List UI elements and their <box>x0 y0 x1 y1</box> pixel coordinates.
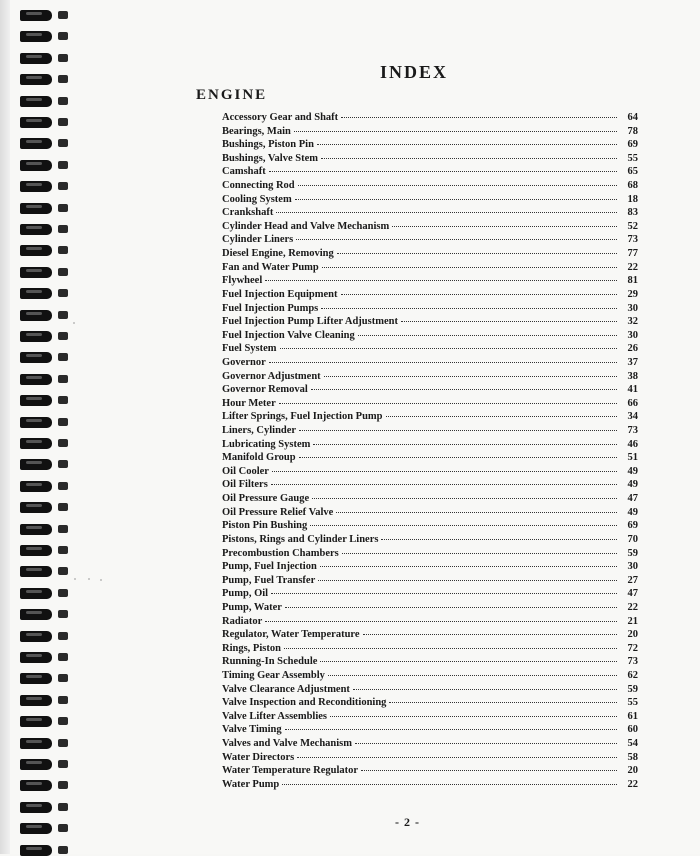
dot-leader <box>324 367 617 377</box>
binding-ring <box>6 181 68 192</box>
index-entry-label: Bearings, Main <box>222 125 291 137</box>
index-entry-page: 30 <box>627 329 638 341</box>
index-entry-page: 73 <box>627 425 638 437</box>
dot-leader <box>336 503 617 513</box>
paper-speck <box>73 322 75 324</box>
index-entry[interactable] <box>222 777 638 791</box>
index-entry-page: 55 <box>627 697 638 709</box>
index-entry-label: Oil Filters <box>222 479 268 491</box>
index-entry-label: Valve Lifter Assemblies <box>222 710 327 722</box>
index-entry-page: 62 <box>627 669 638 681</box>
dot-leader <box>317 135 617 145</box>
binding-ring <box>6 310 68 321</box>
index-entry-label: Flywheel <box>222 275 263 287</box>
dot-leader <box>265 271 617 281</box>
binding-ring <box>6 74 68 85</box>
index-entry-page: 72 <box>627 642 638 654</box>
index-entry-label: Fuel Injection Equipment <box>222 288 338 300</box>
binding-ring <box>6 352 68 363</box>
index-entry-page: 34 <box>627 411 638 423</box>
binding-ring <box>6 695 68 706</box>
dot-leader <box>269 162 617 172</box>
index-entry-label: Pump, Oil <box>222 588 269 600</box>
dot-leader <box>280 339 617 349</box>
index-entry-label: Water Directors <box>222 751 295 763</box>
index-entry-label: Liners, Cylinder <box>222 425 297 437</box>
index-entry-page: 68 <box>627 180 638 192</box>
index-entry-page: 51 <box>627 452 638 464</box>
dot-leader <box>363 625 617 635</box>
page-number: - 2 - <box>395 815 420 829</box>
binding-ring <box>6 524 68 535</box>
index-entry-label: Regulator, Water Temperature <box>222 629 360 641</box>
index-entry-label: Pistons, Rings and Cylinder Liners <box>222 533 379 545</box>
index-entry-page: 41 <box>627 384 638 396</box>
binding-ring <box>6 609 68 620</box>
binding-ring <box>6 716 68 727</box>
index-entry-page: 18 <box>627 193 638 205</box>
dot-leader <box>341 285 617 295</box>
index-entry-label: Diesel Engine, Removing <box>222 248 334 260</box>
index-entry-label: Fuel Injection Valve Cleaning <box>222 329 355 341</box>
binding-ring <box>6 545 68 556</box>
dot-leader <box>272 462 617 472</box>
index-entry-page: 83 <box>627 207 638 219</box>
binding-ring <box>6 10 68 21</box>
dot-leader <box>322 258 617 268</box>
index-entry-page: 20 <box>627 765 638 777</box>
index-entry-page: 55 <box>627 152 638 164</box>
dot-leader <box>269 353 617 363</box>
dot-leader <box>361 761 617 771</box>
binding-ring <box>6 631 68 642</box>
index-list <box>222 110 638 790</box>
binding-ring <box>6 138 68 149</box>
dot-leader <box>298 176 617 186</box>
binding-ring <box>6 31 68 42</box>
index-entry-page: 49 <box>627 506 638 518</box>
binding-ring <box>6 673 68 684</box>
dot-leader <box>285 720 617 730</box>
index-entry-label: Valve Timing <box>222 724 282 736</box>
index-entry-label: Timing Gear Assembly <box>222 669 325 681</box>
binding-ring <box>6 652 68 663</box>
dot-leader <box>353 680 617 690</box>
binding-ring <box>6 288 68 299</box>
dot-leader <box>320 652 617 662</box>
index-entry-page: 30 <box>627 561 638 573</box>
index-entry-label: Valve Clearance Adjustment <box>222 683 350 695</box>
index-entry-label: Rings, Piston <box>222 642 281 654</box>
index-entry-label: Manifold Group <box>222 452 296 464</box>
index-entry-page: 77 <box>627 248 638 260</box>
binding-ring <box>6 395 68 406</box>
dot-leader <box>337 244 617 254</box>
index-entry-label: Camshaft <box>222 166 266 178</box>
dot-leader <box>284 639 617 649</box>
binding-ring <box>6 117 68 128</box>
index-entry-page: 21 <box>627 615 638 627</box>
index-entry-label: Oil Pressure Relief Valve <box>222 506 334 518</box>
dot-leader <box>389 693 617 703</box>
binding-ring <box>6 502 68 513</box>
dot-leader <box>328 666 617 676</box>
dot-leader <box>310 516 617 526</box>
binding-ring <box>6 802 68 813</box>
index-entry-label: Valve Inspection and Reconditioning <box>222 697 387 709</box>
dot-leader <box>355 734 617 744</box>
index-entry-label: Fuel Injection Pump Lifter Adjustment <box>222 316 398 328</box>
dot-leader <box>295 190 617 200</box>
binding-ring <box>6 53 68 64</box>
index-entry-page: 64 <box>627 112 638 123</box>
binding-ring <box>6 417 68 428</box>
index-entry-page: 49 <box>627 465 638 477</box>
paper-speck <box>100 579 102 581</box>
index-entry-label: Oil Pressure Gauge <box>222 493 310 505</box>
binding-ring <box>6 459 68 470</box>
binding-ring <box>6 331 68 342</box>
dot-leader <box>271 475 617 485</box>
index-entry-page: 46 <box>627 438 638 450</box>
dot-leader <box>282 775 617 785</box>
index-entry-page: 22 <box>627 778 638 790</box>
index-entry-page: 26 <box>627 343 638 355</box>
index-entry-page: 73 <box>627 234 638 246</box>
index-entry-page: 47 <box>627 493 638 505</box>
binding-ring <box>6 566 68 577</box>
index-entry-page: 38 <box>627 370 638 382</box>
index-entry-page: 22 <box>627 261 638 273</box>
index-entry-label: Piston Pin Bushing <box>222 520 308 532</box>
index-entry-label: Cooling System <box>222 193 292 205</box>
binding-ring <box>6 245 68 256</box>
index-entry-label: Fuel Injection Pumps <box>222 302 319 314</box>
dot-leader <box>392 217 617 227</box>
index-entry-page: 65 <box>627 166 638 178</box>
index-entry-page: 59 <box>627 683 638 695</box>
index-entry-page: 81 <box>627 275 638 287</box>
index-entry-page: 52 <box>627 220 638 232</box>
dot-leader <box>321 149 617 159</box>
binding-ring <box>6 588 68 599</box>
binding-ring <box>6 374 68 385</box>
index-entry-label: Hour Meter <box>222 397 276 409</box>
index-entry-label: Governor <box>222 356 266 368</box>
binding-ring <box>6 738 68 749</box>
index-entry-page: 20 <box>627 629 638 641</box>
dot-leader <box>330 707 617 717</box>
page-title: INDEX <box>380 62 449 82</box>
binding-ring <box>6 96 68 107</box>
index-entry-page: 30 <box>627 302 638 314</box>
binding-ring <box>6 160 68 171</box>
index-entry-label: Pump, Fuel Transfer <box>222 574 316 586</box>
index-entry-label: Radiator <box>222 615 263 627</box>
dot-leader <box>320 557 617 567</box>
index-entry-page: 73 <box>627 656 638 668</box>
dot-leader <box>321 299 617 309</box>
section-heading: ENGINE <box>196 87 268 103</box>
index-entry-page: 61 <box>627 710 638 722</box>
index-entry-label: Accessory Gear and Shaft <box>222 112 339 123</box>
spiral-binding <box>0 0 78 854</box>
index-entry-label: Cylinder Head and Valve Mechanism <box>222 220 390 232</box>
index-entry-label: Pump, Fuel Injection <box>222 561 317 573</box>
index-entry-page: 69 <box>627 520 638 532</box>
paper-speck <box>74 578 76 580</box>
dot-leader <box>271 584 617 594</box>
index-entry-label: Fan and Water Pump <box>222 261 319 273</box>
index-entry-label: Governor Adjustment <box>222 370 321 382</box>
dot-leader <box>294 122 617 132</box>
dot-leader <box>381 530 617 540</box>
index-entry-label: Running-In Schedule <box>222 656 318 668</box>
dot-leader <box>265 612 617 622</box>
index-entry-page: 58 <box>627 751 638 763</box>
index-entry-page: 47 <box>627 588 638 600</box>
index-entry-label: Lifter Springs, Fuel Injection Pump <box>222 411 383 423</box>
dot-leader <box>299 448 617 458</box>
index-entry-page: 49 <box>627 479 638 491</box>
index-entry-label: Pump, Water <box>222 601 282 613</box>
dot-leader <box>386 407 617 417</box>
index-entry-label: Bushings, Piston Pin <box>222 139 314 151</box>
index-entry-page: 32 <box>627 316 638 328</box>
binding-ring <box>6 438 68 449</box>
dot-leader <box>342 544 617 554</box>
index-entry-page: 37 <box>627 356 638 368</box>
index-entry-page: 60 <box>627 724 638 736</box>
binding-ring <box>6 823 68 834</box>
index-entry-page: 29 <box>627 288 638 300</box>
dot-leader <box>312 489 617 499</box>
index-entry-page: 54 <box>627 738 638 750</box>
binding-ring <box>6 203 68 214</box>
dot-leader <box>296 230 617 240</box>
index-entry-page: 27 <box>627 574 638 586</box>
dot-leader <box>341 108 617 118</box>
dot-leader <box>299 421 617 431</box>
dot-leader <box>297 748 617 758</box>
binding-ring <box>6 267 68 278</box>
index-entry-label: Water Temperature Regulator <box>222 765 359 777</box>
dot-leader <box>279 394 617 404</box>
index-entry-page: 70 <box>627 533 638 545</box>
index-entry-label: Cylinder Liners <box>222 234 294 246</box>
index-entry-page: 69 <box>627 139 638 151</box>
dot-leader <box>318 571 617 581</box>
paper-speck <box>88 578 90 580</box>
binding-ring <box>6 481 68 492</box>
dot-leader <box>358 326 617 336</box>
index-entry-label: Governor Removal <box>222 384 308 396</box>
index-entry-label: Water Pump <box>222 778 280 790</box>
dot-leader <box>401 312 617 322</box>
index-entry-page: 22 <box>627 601 638 613</box>
index-entry-label: Fuel System <box>222 343 277 355</box>
index-entry-label: Lubricating System <box>222 438 311 450</box>
binding-ring <box>6 759 68 770</box>
index-entry-page: 78 <box>627 125 638 137</box>
binding-ring <box>6 224 68 235</box>
index-entry-page: 66 <box>627 397 638 409</box>
index-entry-label: Crankshaft <box>222 207 274 219</box>
binding-ring <box>6 780 68 791</box>
index-entry-label: Valves and Valve Mechanism <box>222 738 353 750</box>
dot-leader <box>313 435 617 445</box>
index-entry-label: Oil Cooler <box>222 465 269 477</box>
dot-leader <box>276 203 617 213</box>
dot-leader <box>285 598 617 608</box>
index-entry-label: Bushings, Valve Stem <box>222 152 318 164</box>
dot-leader <box>311 380 617 390</box>
index-entry-label: Connecting Rod <box>222 180 295 192</box>
index-entry-page: 59 <box>627 547 638 559</box>
index-entry-label: Precombustion Chambers <box>222 547 339 559</box>
